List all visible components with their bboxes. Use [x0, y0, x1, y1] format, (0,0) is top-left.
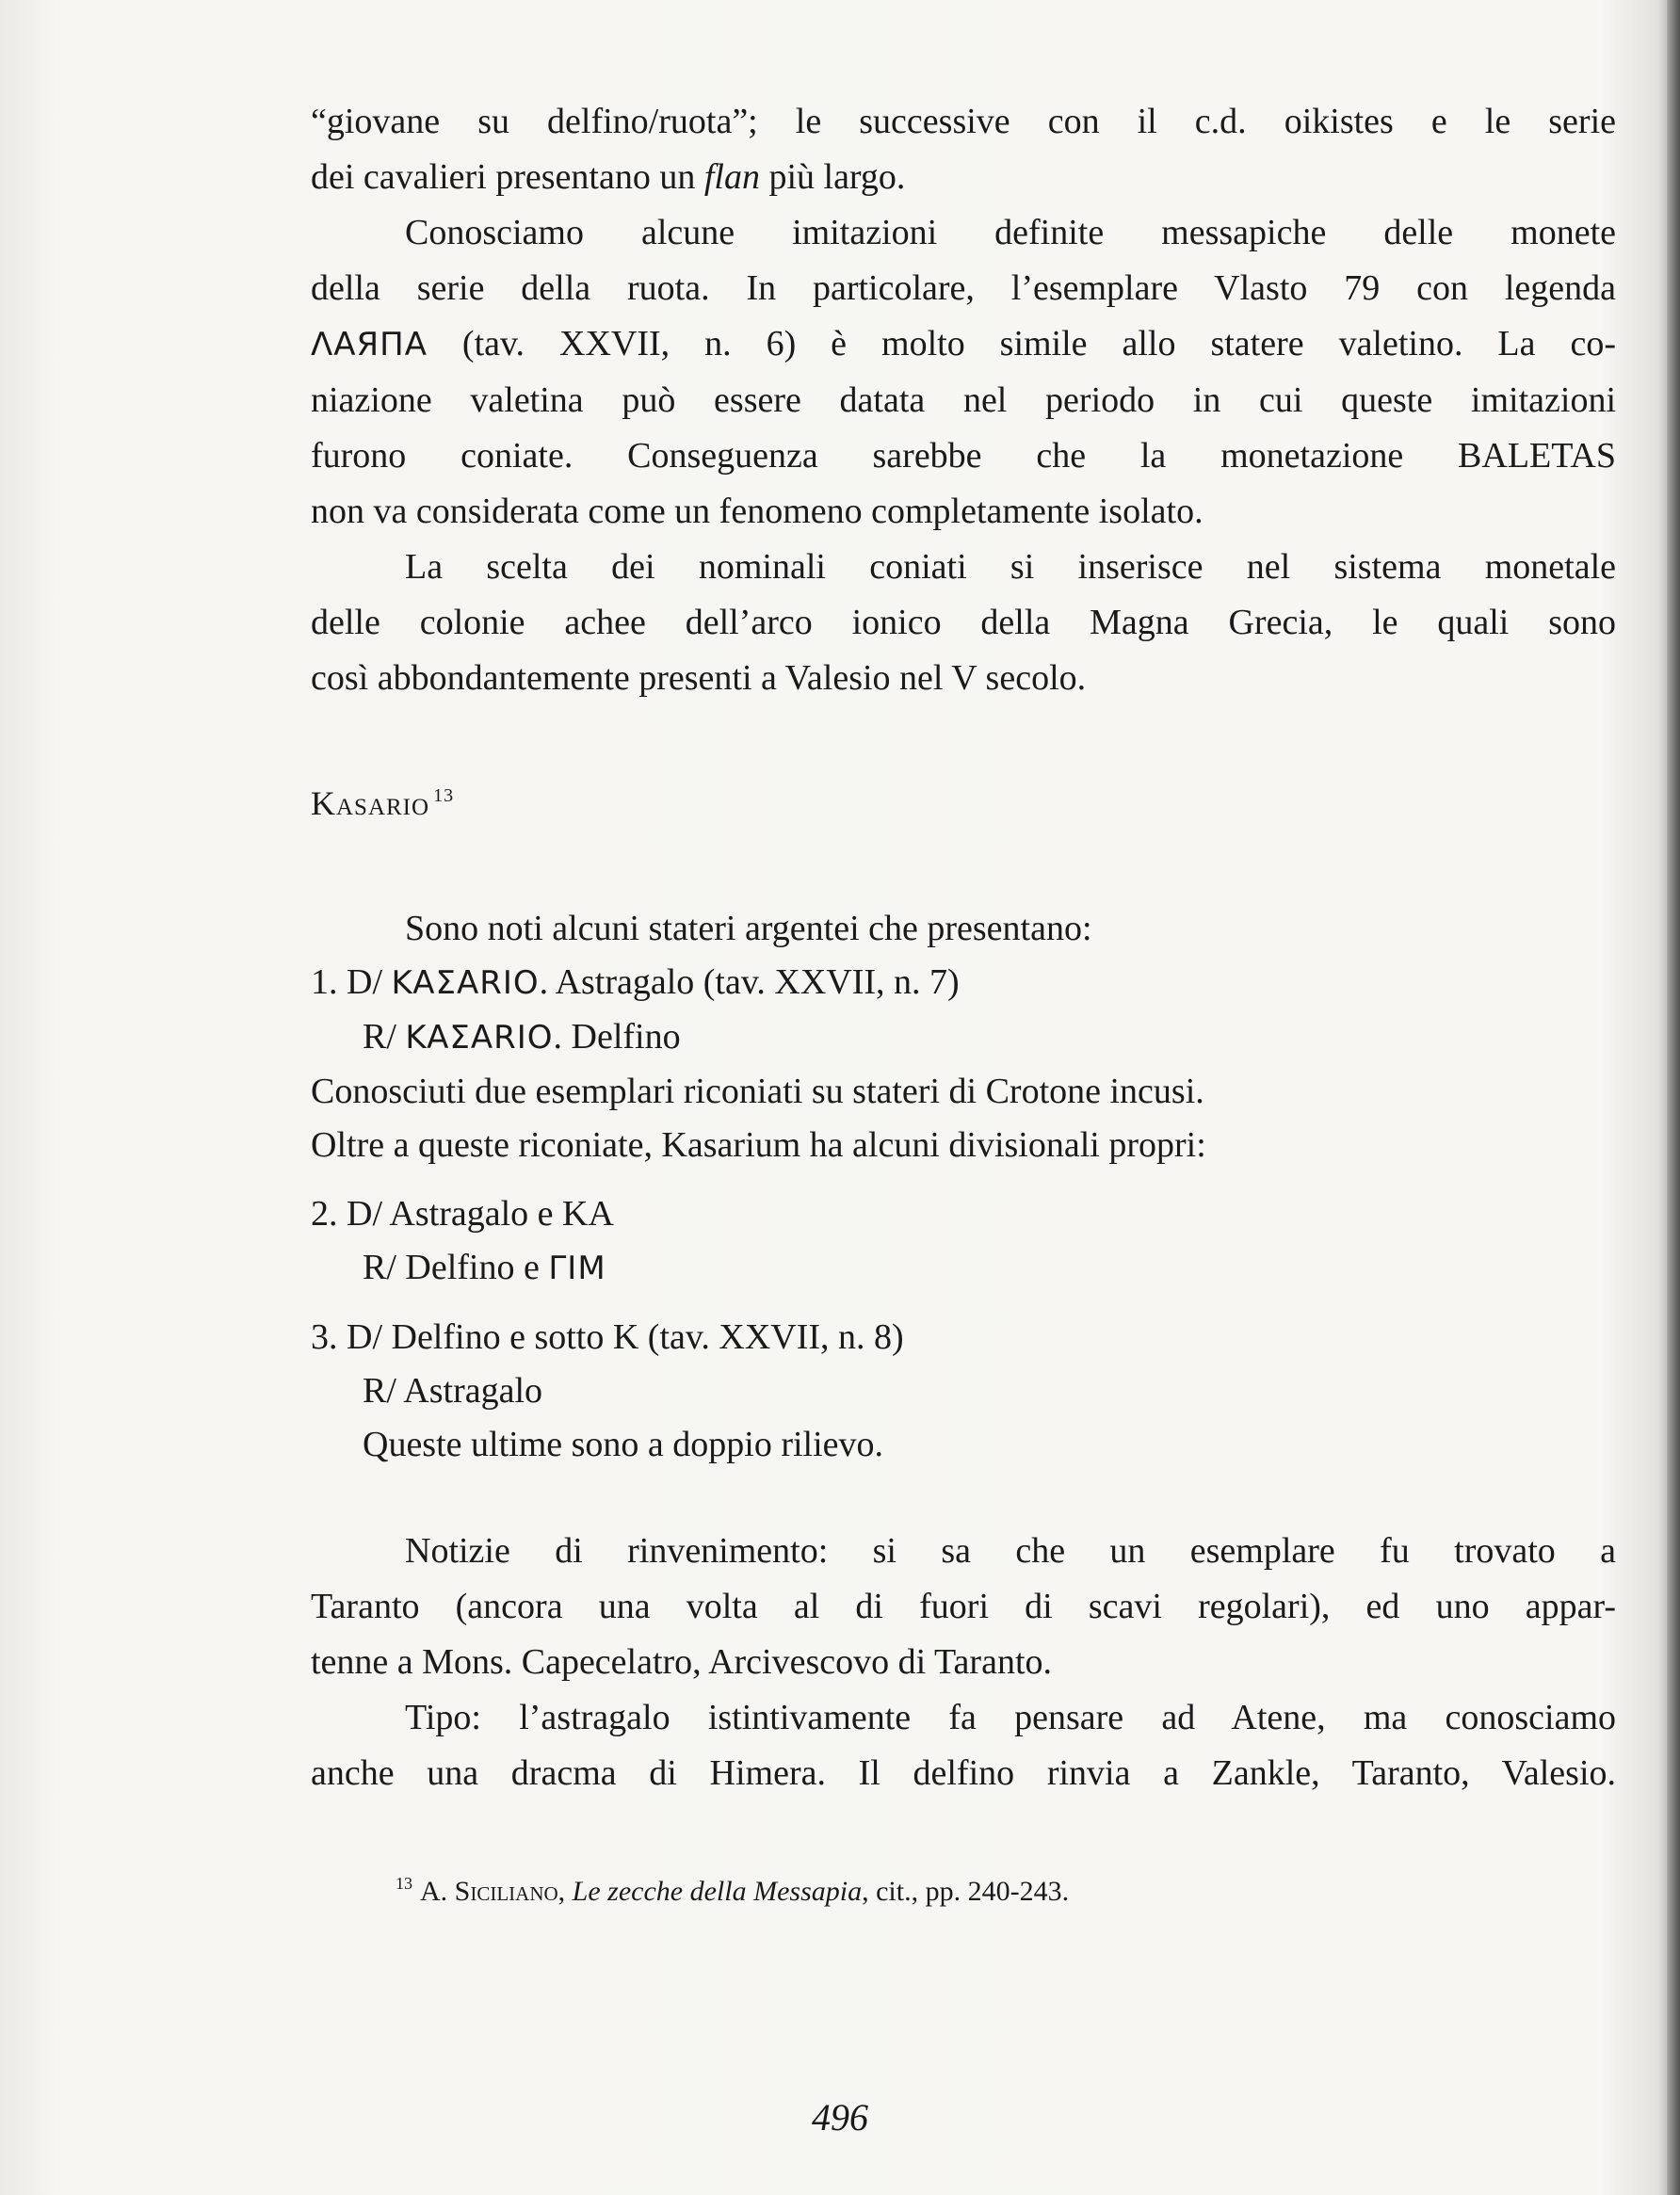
list-note: Oltre a queste riconiate, Kasarium ha alcuni divisionali propri:: [311, 1125, 1206, 1165]
list-item-reverse: [311, 1010, 1616, 1065]
list-note: Queste ultime sono a doppio rilievo.: [363, 1425, 884, 1464]
footnote-author: A. Siciliano: [420, 1876, 558, 1907]
text-span: R/: [363, 1017, 406, 1057]
text-line: furono coniate. Conseguenza sarebbe che la monetazione BALETAS: [311, 436, 1616, 476]
text-line: Notizie di rinvenimento: si sa che un esemplare fu trovato a: [405, 1531, 1616, 1571]
coin-legend: ΓΙΜ: [548, 1250, 606, 1287]
list-item: 2. D/ Astragalo e KA: [311, 1194, 614, 1234]
text-line: niazione valetina può essere datata nel periodo in cui queste imitazioni: [311, 380, 1616, 420]
text-line: La scelta dei nominali coniati si inserisce nel sistema monetale: [405, 547, 1616, 587]
text-span: più largo.: [759, 157, 906, 197]
list-item-reverse: [311, 1241, 1616, 1296]
list-note: Conosciuti due esemplari riconiati su stateri di Crotone incusi.: [311, 1072, 1204, 1111]
list-item: [311, 956, 1616, 1010]
text-line: Conosciamo alcune imitazioni definite messapiche delle monete: [405, 213, 1616, 252]
text-line: della serie della ruota. In particolare, l’esemplare Vlasto 79 con legenda: [311, 268, 1616, 308]
text-span: ,: [557, 1876, 573, 1907]
text-line: [311, 316, 1616, 373]
text-span: , cit., pp. 240-243.: [862, 1876, 1070, 1907]
section-title: Kasario: [311, 784, 430, 822]
text-span: 1. D/: [311, 962, 392, 1002]
text-line: non va considerata come un fenomeno completamente isolato.: [311, 492, 1203, 531]
text-line: [311, 150, 1616, 205]
italic-term: flan: [703, 157, 760, 197]
page-number: 496: [812, 2096, 868, 2139]
text-span: (tav. XXVII, n. 6) è molto simile allo statere valetino. La co-: [427, 324, 1616, 363]
top-text: [311, 94, 1616, 706]
text-line: così abbondantemente presenti a Valesio nel V secolo.: [311, 658, 1087, 698]
text-line: tenne a Mons. Capecelatro, Arcivescovo di Taranto.: [311, 1642, 1052, 1682]
list-item-reverse: R/ Astragalo: [363, 1371, 543, 1411]
text-line: Taranto (ancora una volta al di fuori di scavi regolari), ed uno appar-: [311, 1587, 1616, 1626]
coin-legend: KAΣARIO: [391, 964, 540, 1002]
coin-legend: KAΣARIO: [405, 1019, 554, 1057]
list-intro: Sono noti alcuni stateri argentei che presentano:: [405, 909, 1092, 948]
footnote-number: 13: [396, 1874, 412, 1893]
footnote: [396, 1874, 1069, 1908]
coin-legend: ΛΑЯΠΑ: [311, 326, 428, 363]
bottom-text: [311, 1524, 1616, 1801]
text-line: delle colonie achee dell’arco ionico della Magna Grecia, le quali sono: [311, 603, 1616, 642]
text-line: “giovane su delfino/ruota”; le successive con il c.d. oikistes e le serie: [311, 102, 1616, 141]
binding-shadow: [1667, 0, 1680, 2195]
text-line: Tipo: l’astragalo istintivamente fa pensare ad Atene, ma conosciamo: [405, 1698, 1616, 1737]
footnote-title: Le zecche della Messapia: [572, 1876, 863, 1907]
section-heading: [311, 783, 454, 823]
text-span: . Astragalo (tav. XXVII, n. 7): [539, 962, 960, 1002]
text-line: anche una dracma di Himera. Il delfino rinvia a Zankle, Taranto, Valesio.: [311, 1753, 1616, 1793]
list-item: 3. D/ Delfino e sotto K (tav. XXVII, n. 8): [311, 1317, 904, 1357]
text-span: R/ Delfino e: [363, 1248, 549, 1287]
coin-list: [311, 902, 1616, 1472]
footnote-reference: 13: [433, 785, 455, 806]
text-span: . Delfino: [553, 1017, 681, 1057]
text-span: dei cavalieri presentano un: [311, 157, 704, 197]
